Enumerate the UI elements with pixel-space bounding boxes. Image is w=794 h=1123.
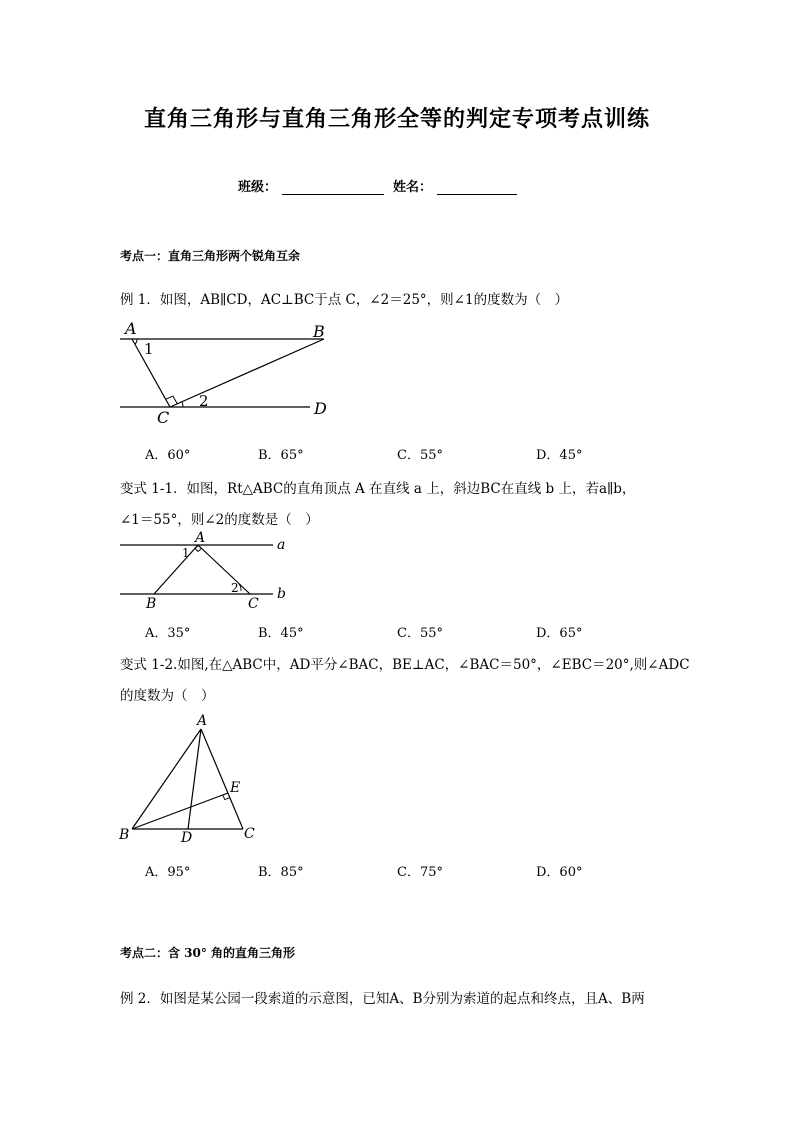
example1-question: 例 1．如图，AB∥CD，AC⊥BC于点 C，∠2＝25°，则∠1的度数为（ ） <box>120 292 569 308</box>
label-c: C <box>248 596 259 612</box>
label-b: B <box>119 827 130 843</box>
variant1-2-option-d[interactable]: D．60° <box>536 865 583 880</box>
label-b: B <box>146 596 157 612</box>
label-e: E <box>230 780 241 796</box>
example2-question: 例 2．如图是某公园一段索道的示意图，已知A、B分别为索道的起点和终点，且A、B两 <box>120 991 645 1007</box>
segment-be <box>132 793 228 829</box>
side-ab <box>132 729 201 829</box>
variant1-2-figure <box>110 712 270 847</box>
variant1-2-option-c[interactable]: C．75° <box>397 865 443 880</box>
angle1-arc <box>135 339 137 344</box>
variant1-1-option-c[interactable]: C．55° <box>397 626 443 641</box>
label-c: C <box>157 408 170 427</box>
example1-option-c[interactable]: C．55° <box>397 448 443 463</box>
variant1-2-option-a[interactable]: A．95° <box>145 865 191 880</box>
page-title: 直角三角形与直角三角形全等的判定专项考点训练 <box>143 106 650 132</box>
name-label: 姓名： <box>393 180 433 195</box>
label-a: A <box>197 713 208 729</box>
label-d: D <box>181 830 193 846</box>
section1-heading: 考点一：直角三角形两个锐角互余 <box>120 249 301 263</box>
side-ac <box>201 729 243 829</box>
variant1-1-option-a[interactable]: A．35° <box>145 626 191 641</box>
section2-heading: 考点二：含 30° 角的直角三角形 <box>120 946 296 960</box>
angle2-label: 2 <box>199 392 209 410</box>
label-line-a: a <box>277 537 286 553</box>
angle2-label: 2 <box>231 581 239 595</box>
variant1-1-figure <box>110 530 300 612</box>
variant1-2-question-line2: 的度数为（ ） <box>120 688 215 704</box>
segment-bc <box>170 339 324 407</box>
angle2-arc <box>182 402 183 407</box>
class-label: 班级： <box>238 180 278 195</box>
angle1-label: 1 <box>182 546 190 560</box>
variant1-2-question-line1: 变式 1-2.如图,在△ABC中，AD平分∠BAC，BE⊥AC，∠BAC＝50°，∠EBC＝20°,则∠ADC <box>120 657 690 673</box>
label-c: C <box>244 826 255 842</box>
segment-ac <box>198 545 250 594</box>
class-blank-field[interactable] <box>282 180 384 195</box>
angle1-label: 1 <box>144 340 154 358</box>
example1-figure <box>110 318 340 430</box>
label-a: A <box>125 319 137 338</box>
label-line-b: b <box>277 586 286 602</box>
name-blank-field[interactable] <box>437 180 517 195</box>
variant1-1-question-line2: ∠1＝55°，则∠2的度数是（ ） <box>120 512 319 528</box>
label-a: A <box>195 530 206 546</box>
variant1-1-question-line1: 变式 1-1．如图，Rt△ABC的直角顶点 A 在直线 a 上，斜边BC在直线 b 上，若a∥b， <box>120 481 636 497</box>
segment-ab <box>154 545 198 594</box>
variant1-2-option-b[interactable]: B．85° <box>258 865 304 880</box>
example1-option-d[interactable]: D．45° <box>536 448 583 463</box>
variant1-1-option-b[interactable]: B．45° <box>258 626 304 641</box>
label-d: D <box>314 399 327 418</box>
variant1-1-option-d[interactable]: D．65° <box>536 626 583 641</box>
example1-option-b[interactable]: B．65° <box>258 448 304 463</box>
label-b: B <box>313 322 325 341</box>
example1-option-a[interactable]: A．60° <box>145 448 191 463</box>
